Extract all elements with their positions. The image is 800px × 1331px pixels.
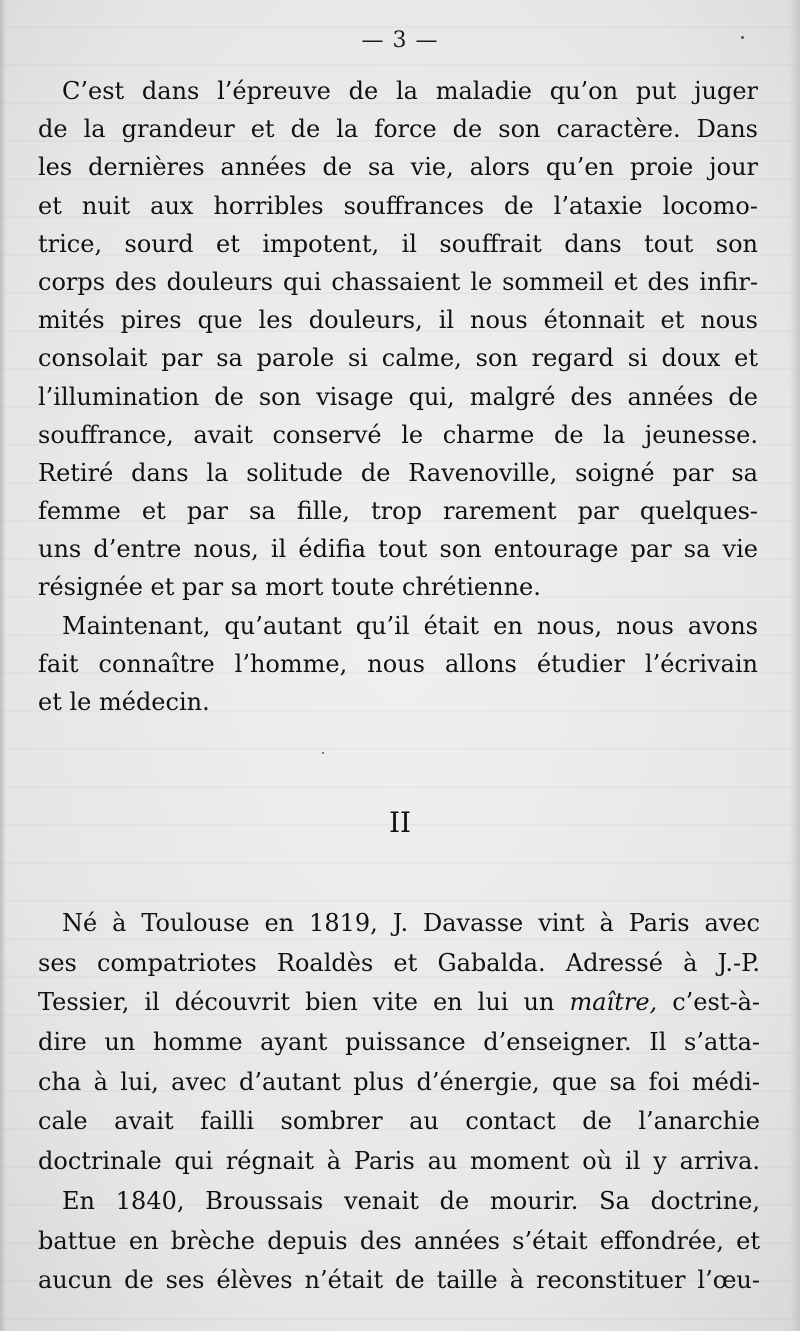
text-line: ses compatriotes Roaldès et Gabalda. Adressé à J.-P. [38, 948, 760, 977]
text-line: et le médecin. [38, 688, 210, 716]
text-line: uns d’entre nous, il édifia tout son entourage par sa vie [38, 535, 758, 564]
text-line: battue en brèche depuis des années s’était effondrée, et [38, 1226, 760, 1255]
paragraph-1 [38, 72, 758, 607]
text-line [38, 983, 760, 1023]
text-block-top [38, 72, 758, 721]
text-line: les dernières années de sa vie, alors qu’en proie jour [38, 153, 758, 182]
text-run: c’est-à- [657, 988, 760, 1017]
text-run: Tessier, il découvrit bien vite en lui un [38, 988, 570, 1017]
ink-speck [322, 752, 324, 754]
text-line: femme et par sa fille, trop rarement par quelques- [38, 497, 758, 526]
text-line: souffrance, avait conservé le charme de la jeunesse. [38, 420, 758, 449]
page-number: — 3 — [361, 28, 439, 53]
text-line: En 1840, Broussais venait de mourir. Sa doctrine, [62, 1186, 760, 1215]
text-line: aucun de ses élèves n’était de taille à reconstituer l’œu- [38, 1266, 760, 1295]
text-line: cale avait failli sombrer au contact de l’anarchie [38, 1107, 760, 1136]
text-line: et nuit aux horribles souffrances de l’ataxie locomo- [38, 191, 758, 220]
text-line: corps des douleurs qui chassaient le sommeil et des infir- [38, 267, 758, 296]
text-line: de la grandeur et de la force de son caractère. Dans [38, 115, 758, 144]
text-line: résignée et par sa mort toute chrétienne. [38, 573, 541, 602]
paragraph-4 [38, 1182, 760, 1301]
text-line: Retiré dans la solitude de Ravenoville, soigné par sa [38, 458, 758, 487]
text-line: cha à lui, avec d’autant plus d’énergie, que sa foi médi- [38, 1067, 760, 1096]
text-line: Maintenant, qu’autant qu’il était en nous, nous avons [62, 611, 758, 640]
text-line: l’illumination de son visage qui, malgré des années de [38, 382, 758, 411]
text-line: trice, sourd et impotent, il souffrait dans tout son [38, 229, 758, 258]
text-line: C’est dans l’épreuve de la maladie qu’on put juger [62, 77, 758, 105]
text-line: dire un homme ayant puissance d’enseigner. Il s’atta- [38, 1028, 760, 1057]
text-line: consolait par sa parole si calme, son regard si doux et [38, 344, 758, 373]
text-line: mités pires que les douleurs, il nous étonnait et nous [38, 306, 758, 335]
text-block-bottom [38, 904, 760, 1301]
paragraph-3 [38, 904, 760, 1182]
ink-speck [741, 36, 744, 39]
text-line: doctrinale qui régnait à Paris au moment où il y arriva. [38, 1147, 760, 1176]
text-line: fait connaître l’homme, nous allons étudier l’écrivain [38, 649, 758, 678]
paragraph-2 [38, 607, 758, 722]
emphasis-maitre: maître, [569, 988, 658, 1017]
page-left-edge [0, 0, 6, 1331]
page-right-edge [790, 0, 800, 1331]
section-heading: II [388, 806, 412, 839]
text-line: Né à Toulouse en 1819, J. Davasse vint à Paris avec [62, 909, 760, 937]
